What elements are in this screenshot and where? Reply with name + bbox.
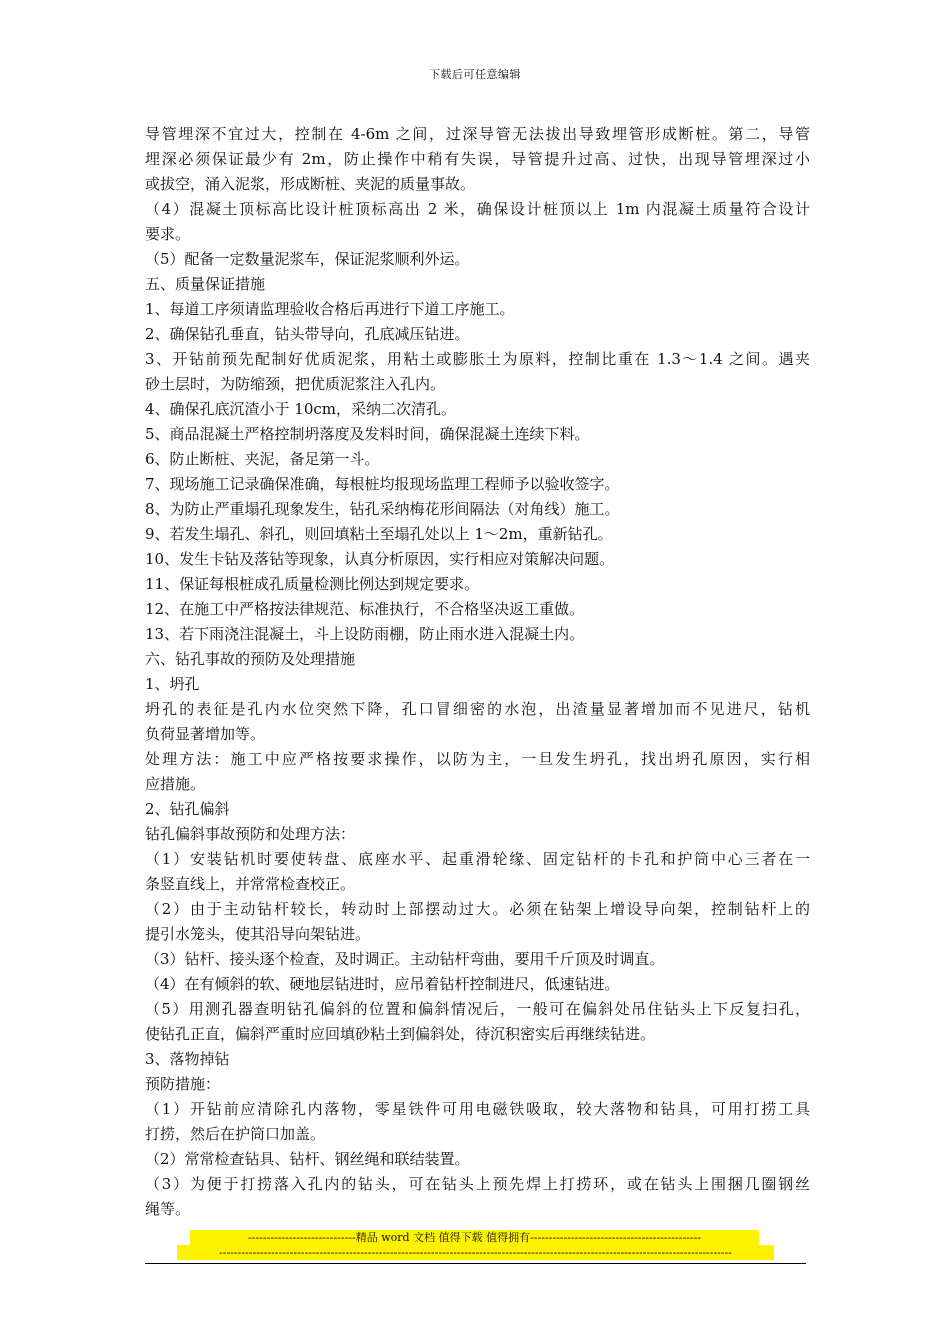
list-item: （2）由于主动钻杆较长，转动时上部摆动过大。必须在钻架上增设导向架，控制钻杆上的 xyxy=(145,900,810,918)
list-item: 4、确保孔底沉渣小于 10cm，采纳二次清孔。 xyxy=(145,400,457,418)
list-item: （1）安装钻机时要使转盘、底座水平、起重滑轮缘、固定钻杆的卡孔和护筒中心三者在一 xyxy=(145,850,810,868)
document-body xyxy=(145,122,810,1222)
paragraph-line: 处理方法：施工中应严格按要求操作，以防为主，一旦发生坍孔，找出坍孔原因，实行相 xyxy=(145,750,810,768)
subsection-heading: 1、坍孔 xyxy=(145,675,200,693)
list-item-continuation: 绳等。 xyxy=(145,1200,191,1218)
list-item: 12、在施工中严格按法律规范、标准执行，不合格坚决返工重做。 xyxy=(145,600,585,618)
list-item: （3）为便于打捞落入孔内的钻头，可在钻头上预先焊上打捞环，或在钻头上围捆几圈钢丝 xyxy=(145,1175,810,1193)
list-item: （2）常常检查钻具、钻杆、钢丝绳和联结装置。 xyxy=(145,1150,470,1168)
list-item: （1）开钻前应清除孔内落物，零星铁件可用电磁铁吸取，较大落物和钻具，可用打捞工具 xyxy=(145,1100,810,1118)
list-item: 7、现场施工记录确保准确，每根桩均报现场监理工程师予以验收签字。 xyxy=(145,475,620,493)
list-item-continuation: 打捞，然后在护筒口加盖。 xyxy=(145,1125,326,1143)
subsection-heading: 2、钻孔偏斜 xyxy=(145,800,230,818)
list-item-continuation: 砂土层时，为防缩颈，把优质泥浆注入孔内。 xyxy=(145,375,446,393)
paragraph-line: 坍孔的表征是孔内水位突然下降，孔口冒细密的水泡，出渣量显著增加而不见进尺，钻机 xyxy=(145,700,810,718)
list-item: 1、每道工序须请监理验收合格后再进行下道工序施工。 xyxy=(145,300,515,318)
paragraph-line: （5）配备一定数量泥浆车，保证泥浆顺利外运。 xyxy=(145,250,470,268)
list-item-continuation: 使钻孔正直，偏斜严重时应回填砂粘土到偏斜处，待沉积密实后再继续钻进。 xyxy=(145,1025,656,1043)
paragraph-line: 负荷显著增加等。 xyxy=(145,725,266,743)
paragraph-line: 导管埋深不宜过大，控制在 4-6m 之间，过深导管无法拔出导致埋管形成断桩。第二，导管 xyxy=(145,125,810,143)
paragraph-line: 或拔空，涌入泥浆，形成断桩、夹泥的质量事故。 xyxy=(145,175,476,193)
paragraph-line: 预防措施： xyxy=(145,1075,221,1093)
list-item: 13、若下雨浇注混凝土，斗上设防雨棚，防止雨水进入混凝土内。 xyxy=(145,625,585,643)
list-item: 11、保证每根桩成孔质量检测比例达到规定要求。 xyxy=(145,575,480,593)
list-item: 8、为防止严重塌孔现象发生，钻孔采纳梅花形间隔法（对角线）施工。 xyxy=(145,500,620,518)
page-header: 下载后可任意编辑 xyxy=(429,68,521,81)
subsection-heading: 3、落物掉钻 xyxy=(145,1050,230,1068)
paragraph-line: 应措施。 xyxy=(145,775,206,793)
paragraph-line: 要求。 xyxy=(145,225,191,243)
list-item-continuation: 提引水笼头，使其沿导向架钻进。 xyxy=(145,925,371,943)
list-item: 6、防止断桩、夹泥，备足第一斗。 xyxy=(145,450,380,468)
paragraph-line: 埋深必须保证最少有 2m，防止操作中稍有失误，导管提升过高、过快，出现导管埋深过小 xyxy=(145,150,810,168)
list-item: 10、发生卡钻及落钻等现象，认真分析原因，实行相应对策解决问题。 xyxy=(145,550,615,568)
list-item: 2、确保钻孔垂直，钻头带导向，孔底减压钻进。 xyxy=(145,325,470,343)
list-item: 9、若发生塌孔、斜孔，则回填粘土至塌孔处以上 1～2m，重新钻孔。 xyxy=(145,525,613,543)
paragraph-line: （4）混凝土顶标高比设计桩顶标高出 2 米，确保设计桩顶以上 1m 内混凝土质量符合设计 xyxy=(145,200,810,218)
list-item: （3）钻杆、接头逐个检查，及时调正。主动钻杆弯曲，要用千斤顶及时调直。 xyxy=(145,950,665,968)
section-heading: 六、钻孔事故的预防及处理措施 xyxy=(145,650,356,668)
list-item-continuation: 条竖直线上，并常常检查校正。 xyxy=(145,875,356,893)
list-item: 3、开钻前预先配制好优质泥浆，用粘土或膨胀土为原料，控制比重在 1.3～1.4 之间。遇夹 xyxy=(145,350,810,368)
section-heading: 五、质量保证措施 xyxy=(145,275,266,293)
footer-banner-line-2: ------------------------------------------------------------------------------------------------------------------------------------------ xyxy=(177,1245,774,1260)
footer-banner-line-1: -----------------------------精品 word 文档 值得下载 值得拥有---------------------------------------------- xyxy=(190,1230,759,1245)
list-item: 5、商品混凝土严格控制坍落度及发料时间，确保混凝土连续下料。 xyxy=(145,425,590,443)
list-item: （4）在有倾斜的软、硬地层钻进时，应吊着钻杆控制进尺，低速钻进。 xyxy=(145,975,620,993)
list-item: （5）用测孔器查明钻孔偏斜的位置和偏斜情况后，一般可在偏斜处吊住钻头上下反复扫孔， xyxy=(145,1000,810,1018)
footer-rule xyxy=(145,1263,806,1264)
paragraph-line: 钻孔偏斜事故预防和处理方法： xyxy=(145,825,356,843)
